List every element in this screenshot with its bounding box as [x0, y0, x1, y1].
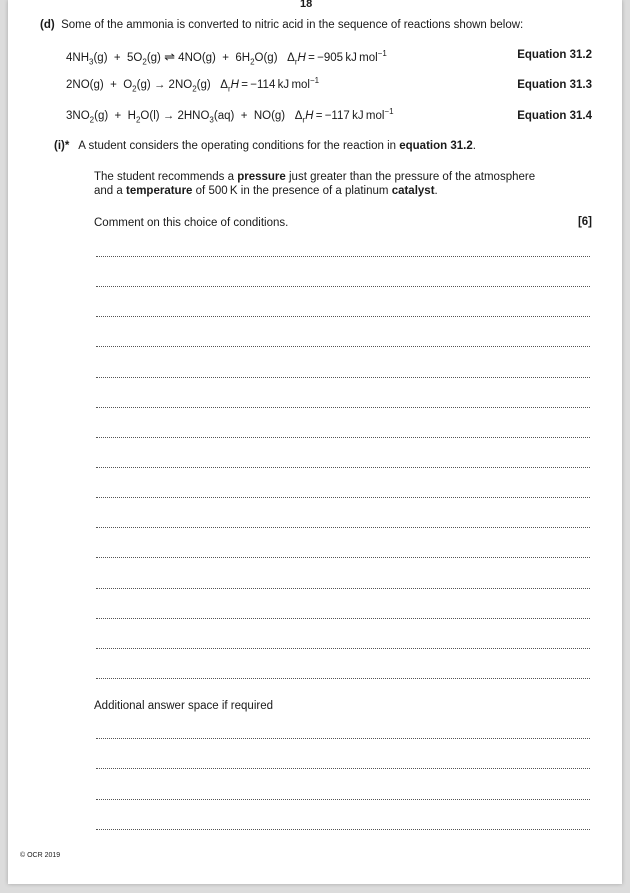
additional-answer-line[interactable] [96, 799, 590, 800]
rec-temperature: temperature [125, 185, 193, 197]
equation-31-2-dh: −905 kJ mol [317, 52, 378, 64]
question-prompt: Comment on this choice of conditions. [94, 217, 289, 229]
answer-line[interactable] [96, 286, 590, 287]
copyright-footer: © OCR 2019 [20, 852, 61, 859]
rec-pressure: pressure [237, 171, 286, 183]
marks-allocation: [6] [577, 216, 592, 228]
answer-line[interactable] [96, 527, 590, 528]
equation-31-4-label: Equation 31.4 [517, 110, 592, 122]
additional-answer-line[interactable] [96, 768, 590, 769]
answer-line[interactable] [96, 618, 590, 619]
answer-line[interactable] [96, 648, 590, 649]
equation-31-2-label: Equation 31.2 [517, 49, 592, 61]
subquestion-i: (i)* A student considers the operating conditions for the reaction in equation 31.2. [54, 140, 476, 152]
rec-part1: The student recommends a [94, 171, 234, 183]
question-intro [40, 19, 523, 31]
equation-31-3: $2NO(g) + O_2(g) \to 2NO_2(g) \Delta_rH = -114$ kJ mol$^{-1}$ [66, 76, 320, 94]
equation-31-2: $4NH_3(g) + 5O_2(g)$ ⇌ $4NO(g) + 6H_2O(g) \Delta_rH = -905$ kJ mol$^{-1}$ [66, 49, 387, 67]
equation-31-4-dh: −117 kJ mol [324, 110, 385, 122]
answer-line[interactable] [96, 316, 590, 317]
rec-catalyst: catalyst [391, 185, 435, 197]
additional-space-label: Additional answer space if required [94, 700, 273, 712]
answer-line[interactable] [96, 437, 590, 438]
rec-part3: and a [94, 185, 123, 197]
answer-line[interactable] [96, 256, 590, 257]
rec-part4: of 500 K in the presence of a platinum [195, 185, 389, 197]
rec-part2: just greater than the pressure of the atmosphere [289, 171, 536, 183]
subquestion-label: (i)* [54, 140, 70, 152]
answer-line[interactable] [96, 346, 590, 347]
additional-answer-line[interactable] [96, 829, 590, 830]
answer-line[interactable] [96, 407, 590, 408]
answer-line[interactable] [96, 678, 590, 679]
equation-31-3-label: Equation 31.3 [517, 79, 592, 91]
exam-page [8, 0, 622, 884]
answer-line[interactable] [96, 497, 590, 498]
recommendation-text: The student recommends a pressure just greater than the pressure of the atmosphere and a temperature of 500 K in the presence of a platinum catalyst. [94, 171, 536, 197]
equation-31-3-dh: −114 kJ mol [250, 79, 310, 91]
equation-31-4: $3NO_2(g) + H_2O(l) \to 2HNO_3(aq) + NO(g) \Delta_rH = -117$ kJ mol$^{-1}$ [66, 107, 394, 125]
additional-answer-line[interactable] [96, 738, 590, 739]
subquestion-intro: A student considers the operating conditions for the reaction in [78, 140, 397, 152]
subquestion-equation-ref: equation 31.2 [399, 140, 473, 152]
page-number: 18 [300, 0, 313, 10]
answer-line[interactable] [96, 377, 590, 378]
answer-line[interactable] [96, 557, 590, 558]
answer-line[interactable] [96, 467, 590, 468]
answer-line[interactable] [96, 588, 590, 589]
part-label: (d) [40, 19, 55, 31]
intro-text: Some of the ammonia is converted to nitric acid in the sequence of reactions shown below: [61, 19, 524, 31]
